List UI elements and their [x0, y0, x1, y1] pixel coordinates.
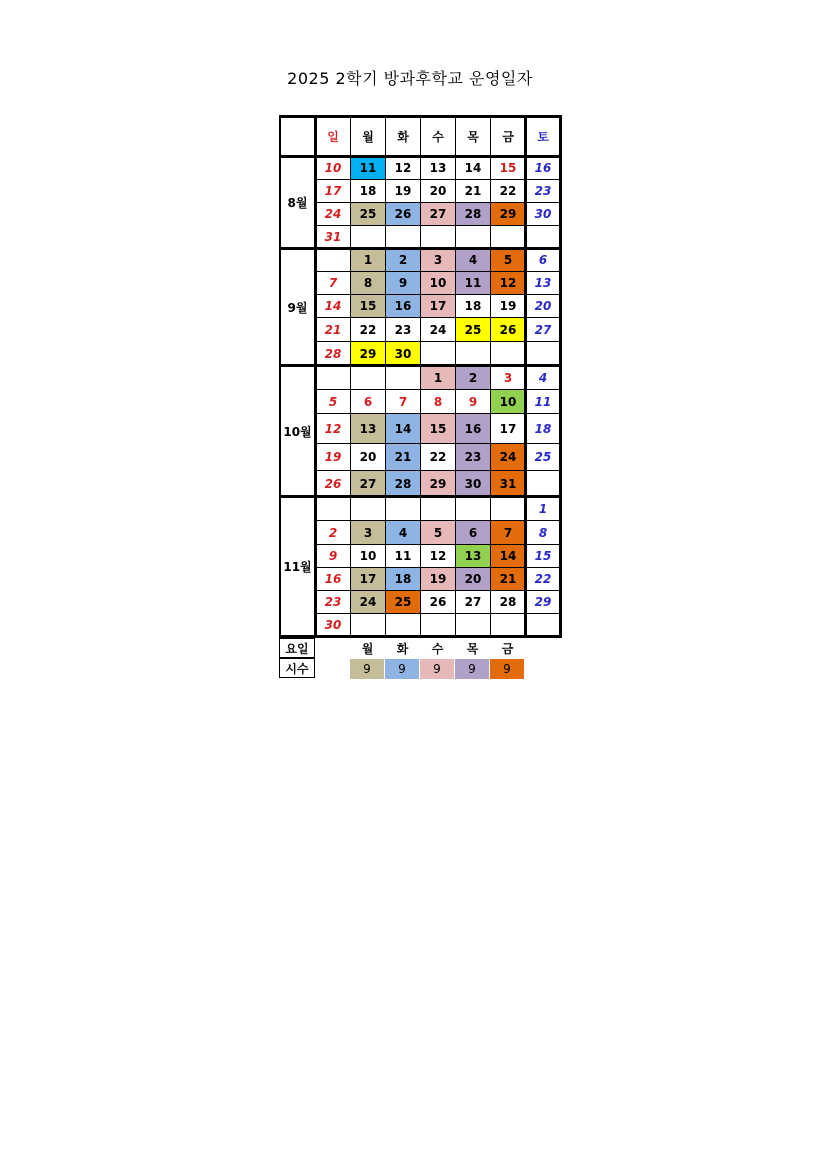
day-cell	[455, 613, 491, 636]
day-cell	[525, 470, 561, 497]
day-cell: 16	[525, 156, 561, 180]
day-cell: 15	[525, 544, 561, 568]
day-cell: 15	[350, 294, 386, 318]
day-cell: 10	[420, 271, 456, 295]
day-cell: 11	[385, 544, 421, 568]
day-cell: 20	[420, 179, 456, 203]
day-cell	[420, 613, 456, 636]
day-cell: 5	[420, 520, 456, 545]
day-cell: 1	[525, 496, 561, 521]
day-cell: 24	[350, 590, 386, 614]
day-cell: 31	[315, 225, 351, 249]
day-cell: 15	[420, 413, 456, 444]
day-cell: 29	[350, 341, 386, 366]
weekday-header: 토	[525, 116, 561, 157]
summary-weekday: 수	[431, 641, 444, 656]
day-cell: 31	[490, 470, 526, 497]
day-cell	[315, 496, 351, 521]
day-cell: 14	[455, 156, 491, 180]
day-cell: 18	[385, 567, 421, 591]
day-cell: 24	[420, 317, 456, 342]
day-cell: 23	[385, 317, 421, 342]
day-cell	[525, 341, 561, 366]
day-cell	[455, 496, 491, 521]
day-cell: 28	[385, 470, 421, 497]
day-cell	[490, 341, 526, 366]
day-cell: 27	[420, 202, 456, 226]
day-cell: 19	[490, 294, 526, 318]
day-cell: 16	[455, 413, 491, 444]
day-cell: 14	[490, 544, 526, 568]
day-cell: 14	[315, 294, 351, 318]
weekday-header: 월	[350, 116, 386, 157]
day-cell: 25	[385, 590, 421, 614]
day-cell	[525, 613, 561, 636]
day-cell: 22	[525, 567, 561, 591]
day-cell	[385, 225, 421, 249]
day-cell: 26	[420, 590, 456, 614]
day-cell: 6	[455, 520, 491, 545]
day-cell: 7	[315, 271, 351, 295]
day-cell	[385, 496, 421, 521]
day-cell: 12	[385, 156, 421, 180]
day-cell: 13	[455, 544, 491, 568]
table-border	[314, 116, 317, 636]
day-cell	[385, 613, 421, 636]
day-cell: 10	[490, 389, 526, 414]
summary-hours-value: 9	[490, 659, 525, 679]
day-cell: 2	[315, 520, 351, 545]
day-cell: 22	[420, 443, 456, 471]
day-cell: 25	[350, 202, 386, 226]
day-cell	[350, 496, 386, 521]
day-cell: 4	[385, 520, 421, 545]
month-divider	[279, 247, 561, 250]
day-cell: 19	[385, 179, 421, 203]
day-cell: 9	[385, 271, 421, 295]
day-cell: 26	[315, 470, 351, 497]
month-label: 10월	[279, 365, 316, 497]
day-cell	[455, 341, 491, 366]
day-cell	[525, 225, 561, 249]
day-cell	[350, 613, 386, 636]
summary-weekday: 화	[396, 641, 409, 656]
day-cell: 18	[455, 294, 491, 318]
day-cell: 30	[525, 202, 561, 226]
weekday-header: 목	[455, 116, 491, 157]
month-label: 11월	[279, 496, 316, 636]
day-cell: 10	[350, 544, 386, 568]
day-cell: 9	[315, 544, 351, 568]
day-cell: 2	[455, 365, 491, 390]
day-cell: 30	[315, 613, 351, 636]
day-cell: 27	[455, 590, 491, 614]
day-cell	[385, 365, 421, 390]
day-cell: 1	[350, 248, 386, 272]
day-cell	[490, 613, 526, 636]
day-cell: 3	[420, 248, 456, 272]
day-cell	[420, 496, 456, 521]
day-cell: 6	[525, 248, 561, 272]
day-cell: 28	[490, 590, 526, 614]
day-cell	[315, 365, 351, 390]
day-cell: 12	[315, 413, 351, 444]
day-cell: 11	[350, 156, 386, 180]
day-cell: 10	[315, 156, 351, 180]
day-cell: 28	[455, 202, 491, 226]
day-cell: 18	[525, 413, 561, 444]
month-label: 8월	[279, 156, 316, 249]
day-cell: 27	[525, 317, 561, 342]
day-cell: 21	[455, 179, 491, 203]
day-cell: 4	[525, 365, 561, 390]
day-cell: 29	[490, 202, 526, 226]
summary-hours-value: 9	[420, 659, 455, 679]
day-cell: 24	[315, 202, 351, 226]
day-cell: 16	[385, 294, 421, 318]
day-cell: 13	[525, 271, 561, 295]
day-cell: 4	[455, 248, 491, 272]
day-cell: 17	[350, 567, 386, 591]
day-cell	[420, 341, 456, 366]
day-cell: 11	[525, 389, 561, 414]
day-cell: 24	[490, 443, 526, 471]
header-corner	[279, 116, 316, 157]
day-cell: 1	[420, 365, 456, 390]
day-cell	[315, 248, 351, 272]
month-label: 9월	[279, 248, 316, 366]
day-cell: 28	[315, 341, 351, 366]
day-cell: 26	[385, 202, 421, 226]
day-cell: 2	[385, 248, 421, 272]
day-cell: 21	[490, 567, 526, 591]
day-cell: 22	[350, 317, 386, 342]
day-cell: 29	[525, 590, 561, 614]
day-cell: 9	[455, 389, 491, 414]
day-cell: 21	[315, 317, 351, 342]
day-cell: 23	[455, 443, 491, 471]
day-cell: 30	[455, 470, 491, 497]
summary-hours-label: 시수	[279, 658, 315, 678]
day-cell: 8	[350, 271, 386, 295]
month-divider	[279, 495, 561, 498]
summary-hours-value: 9	[385, 659, 420, 679]
summary-day-label: 요일	[279, 638, 315, 658]
summary-weekday: 목	[466, 641, 479, 656]
table-border	[279, 115, 562, 118]
day-cell: 17	[315, 179, 351, 203]
day-cell: 20	[455, 567, 491, 591]
day-cell	[455, 225, 491, 249]
summary-hours-value: 9	[455, 659, 490, 679]
day-cell: 26	[490, 317, 526, 342]
day-cell: 27	[350, 470, 386, 497]
weekday-header: 일	[315, 116, 351, 157]
day-cell: 12	[490, 271, 526, 295]
page-title: 2025 2학기 방과후학교 운영일자	[287, 69, 533, 88]
summary-weekday: 금	[501, 641, 514, 656]
day-cell: 20	[350, 443, 386, 471]
day-cell: 29	[420, 470, 456, 497]
day-cell: 25	[455, 317, 491, 342]
day-cell	[490, 225, 526, 249]
day-cell: 23	[525, 179, 561, 203]
day-cell: 11	[455, 271, 491, 295]
day-cell: 12	[420, 544, 456, 568]
day-cell: 7	[490, 520, 526, 545]
day-cell: 19	[315, 443, 351, 471]
day-cell: 5	[315, 389, 351, 414]
day-cell: 18	[350, 179, 386, 203]
day-cell: 14	[385, 413, 421, 444]
day-cell: 3	[350, 520, 386, 545]
summary-hours-value: 9	[350, 659, 385, 679]
day-cell: 30	[385, 341, 421, 366]
table-border	[524, 116, 527, 636]
day-cell: 7	[385, 389, 421, 414]
day-cell: 16	[315, 567, 351, 591]
day-cell: 5	[490, 248, 526, 272]
calendar-table	[279, 0, 561, 1160]
day-cell: 15	[490, 156, 526, 180]
day-cell: 19	[420, 567, 456, 591]
weekday-header: 금	[490, 116, 526, 157]
day-cell: 17	[420, 294, 456, 318]
month-divider	[279, 364, 561, 367]
day-cell: 21	[385, 443, 421, 471]
day-cell: 23	[315, 590, 351, 614]
day-cell	[420, 225, 456, 249]
day-cell: 3	[490, 365, 526, 390]
day-cell: 17	[490, 413, 526, 444]
weekday-header: 수	[420, 116, 456, 157]
day-cell	[490, 496, 526, 521]
day-cell: 13	[420, 156, 456, 180]
day-cell: 13	[350, 413, 386, 444]
day-cell: 20	[525, 294, 561, 318]
month-divider	[279, 155, 561, 158]
summary-weekday: 월	[361, 641, 374, 656]
day-cell	[350, 365, 386, 390]
day-cell: 6	[350, 389, 386, 414]
day-cell: 8	[525, 520, 561, 545]
day-cell: 22	[490, 179, 526, 203]
table-border	[559, 116, 562, 636]
day-cell	[350, 225, 386, 249]
weekday-header: 화	[385, 116, 421, 157]
day-cell: 25	[525, 443, 561, 471]
day-cell: 8	[420, 389, 456, 414]
table-border	[279, 116, 281, 636]
